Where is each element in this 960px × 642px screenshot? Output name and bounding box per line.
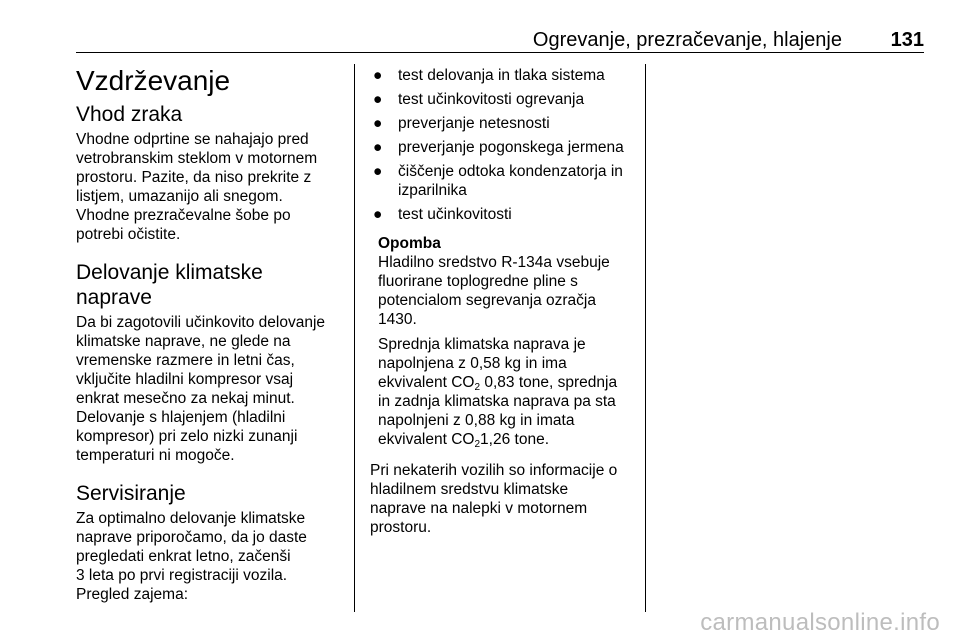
text-line: naprave na nalepki v motornem (370, 500, 588, 517)
bullet-icon: ● (373, 67, 383, 84)
bullet-icon: ● (373, 139, 383, 156)
list-item (370, 205, 638, 224)
heading-line: Delovanje klimatske (76, 261, 263, 284)
bullet-icon: ● (373, 163, 383, 180)
list-item (370, 162, 638, 200)
text-line: Vhodne odprtine se nahajajo pred (76, 131, 309, 148)
list-item-text: čiščenje odtoka kondenzatorja in (398, 163, 623, 180)
text-span: ekvivalent CO (378, 374, 475, 391)
heading-line: naprave (76, 286, 152, 309)
section-text-servicing (76, 509, 346, 604)
text-span: ekvivalent CO (378, 431, 475, 448)
text-line: Hladilno sredstvo R-134a vsebuje (378, 254, 610, 271)
text-line: Pregled zajema: (76, 586, 189, 603)
list-item (370, 138, 638, 157)
text-line: klimatske naprave, ne glede na (76, 333, 291, 350)
text-line: prostoru. Pazite, da niso prekrite z (76, 169, 312, 186)
text-line (378, 430, 638, 449)
note-title: Opomba (378, 235, 441, 252)
text-span: 0,83 tone, sprednja (480, 374, 618, 391)
section-heading-ac-operation (76, 260, 346, 310)
text-line: Vhodne prezračevalne šobe po (76, 207, 291, 224)
text-line: enkrat mesečno za nekaj minut. (76, 390, 295, 407)
list-item-text: preverjanje pogonskega jermena (398, 139, 624, 156)
text-line: naprave priporočamo, da jo daste (76, 529, 307, 546)
text-line: Da bi zagotovili učinkovito delovanje (76, 314, 326, 331)
list-item-text: test učinkovitosti ogrevanja (398, 91, 585, 108)
section-text-ac-operation (76, 313, 346, 465)
inspection-list (370, 66, 638, 224)
text-line: hladilnem sredstvu klimatske (370, 481, 569, 498)
text-line: 3 leta po prvi registraciji vozila. (76, 567, 288, 584)
column-middle (370, 66, 638, 537)
text-span: 1,26 tone. (480, 431, 549, 448)
text-line (378, 373, 638, 392)
running-header-title: Ogrevanje, prezračevanje, hlajenje (532, 29, 842, 51)
text-line: vetrobranskim steklom v motornem (76, 150, 318, 167)
text-line: napolnjena z 0,58 kg in ima (378, 355, 567, 372)
list-item (370, 66, 638, 85)
note-paragraph-2 (378, 335, 638, 449)
text-line: fluorirane toplogredne pline s (378, 273, 578, 290)
section-text-air-intake (76, 130, 346, 244)
watermark: carmanualsonline.info (700, 609, 940, 636)
text-line: Za optimalno delovanje klimatske (76, 510, 306, 527)
bullet-icon: ● (373, 91, 383, 108)
text-line: prostoru. (370, 519, 432, 536)
bullet-icon: ● (373, 115, 383, 132)
note-box (370, 234, 638, 449)
text-line: 1430. (378, 311, 417, 328)
text-line: napolnjeni z 0,88 kg in imata (378, 412, 575, 429)
refrigerant-label-paragraph (370, 461, 638, 537)
column-divider-2 (645, 64, 646, 612)
text-line: in zadnja klimatska naprava pa sta (378, 393, 616, 410)
page-number: 131 (890, 29, 924, 51)
list-item (370, 90, 638, 109)
bullet-icon: ● (373, 206, 383, 223)
subscript: 2 (474, 382, 481, 393)
text-line: pregledati enkrat letno, začenši (76, 548, 291, 565)
column-divider-1 (354, 64, 355, 612)
column-left (76, 64, 346, 604)
text-line: kompresor) pri zelo nizki zunanji (76, 428, 298, 445)
list-item-text: preverjanje netesnosti (398, 115, 550, 132)
list-item-text-continued: izparilnika (398, 182, 467, 199)
text-line: Sprednja klimatska naprava je (378, 336, 586, 353)
text-line: temperaturi ni mogoče. (76, 447, 235, 464)
text-line: vremenske razmere in letni čas, (76, 352, 295, 369)
text-line: listjem, umazanijo ali snegom. (76, 188, 283, 205)
list-item (370, 114, 638, 133)
text-line: Pri nekaterih vozilih so informacije o (370, 462, 618, 479)
subscript: 2 (474, 439, 481, 450)
text-line: Delovanje s hlajenjem (hladilni (76, 409, 286, 426)
main-heading: Vzdrževanje (76, 65, 231, 96)
list-item-text: test učinkovitosti (398, 206, 512, 223)
text-line: vključite hladilni kompresor vsaj (76, 371, 294, 388)
text-line: potencialom segrevanja ozračja (378, 292, 596, 309)
list-item-text: test delovanja in tlaka sistema (398, 67, 605, 84)
section-heading-air-intake: Vhod zraka (76, 103, 183, 126)
text-line: potrebi očistite. (76, 226, 181, 243)
note-paragraph-1 (378, 253, 638, 329)
header-rule (76, 52, 924, 53)
section-heading-servicing: Servisiranje (76, 482, 186, 505)
